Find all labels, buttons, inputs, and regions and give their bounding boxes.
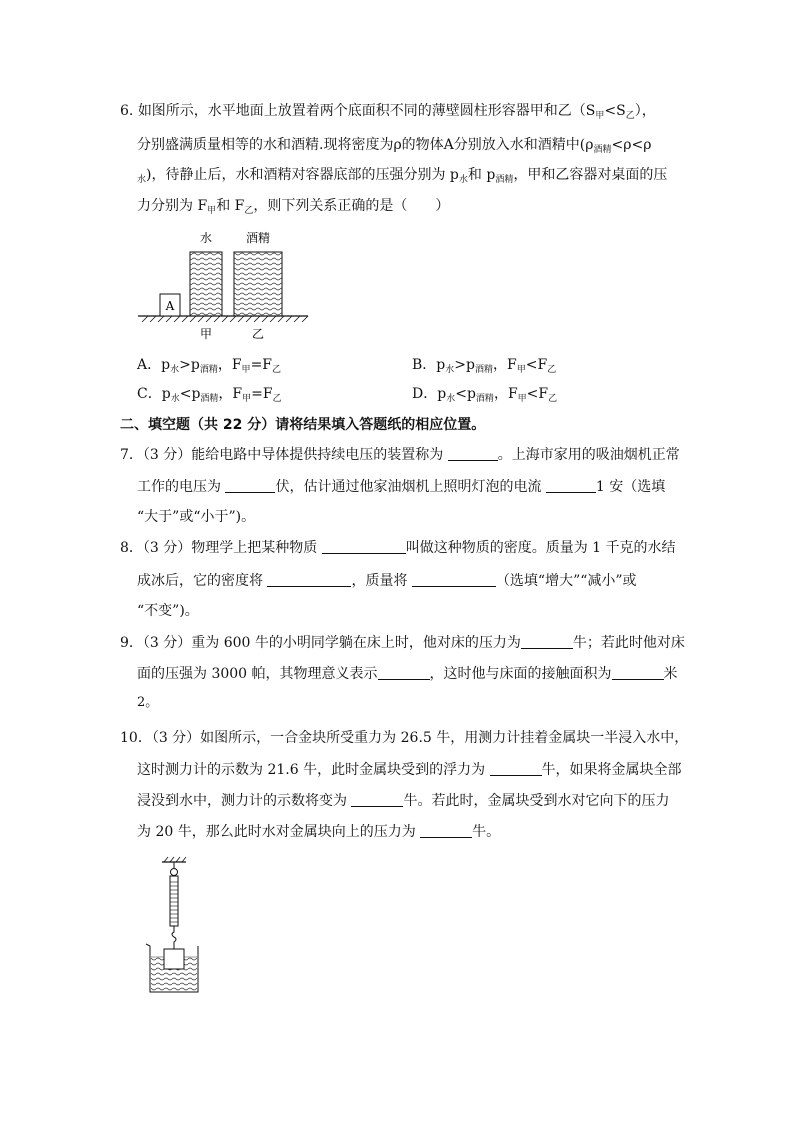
q9-blank-1[interactable] [521,634,573,649]
q8-blank-1[interactable] [322,539,406,554]
container-jia [190,252,222,316]
q8-line-1: 8．（3 分）物理学上把某种物质 叫做这种物质的密度。质量为 1 千克的水结 [120,540,676,556]
label-yi: 乙 [251,327,265,341]
option-c[interactable]: C．$p_水<p_{酒精}$，$F_甲=F_乙$ [137,386,282,404]
metal-block [164,949,184,969]
q10-line-2: 这时测力计的示数为 21.6 牛，此时金属块受到的浮力为 牛，如果将金属块全部 [137,762,682,778]
ground-hatch [142,316,308,322]
label-alcohol: 酒精 [245,231,271,245]
q7-line-2: 工作的电压为 伏，估计通过他家油烟机上照明灯泡的电流 1 安（选填 [137,479,666,495]
q10-line-3: 浸没到水中，测力计的示数将变为 牛。若此时，金属块受到水对它向下的压力 [137,793,670,809]
q7-line-3: “大于”或“小于”)。 [137,509,256,525]
q10-figure [140,856,206,996]
q9-line-2: 面的压强为 3000 帕，其物理意义表示 ，这时他与床面的接触面积为 米 [137,666,678,682]
scale-ring [171,869,178,876]
q7-line-1: 7．（3 分）能给电路中导体提供持续电压的装置称为 。上海市家用的吸油烟机正常 [120,447,680,463]
q8-blank-3[interactable] [412,572,496,587]
q10-blank-2[interactable] [351,792,403,807]
q10-blank-1[interactable] [490,761,542,776]
q10-line-1: 10．（3 分）如图所示，一合金块所受重力为 26.5 牛，用测力计挂着金属块一半浸入水中， [120,730,689,746]
q6-line-1: 6. 如图所示，水平地面上放置着两个底面积不同的薄壁圆柱形容器甲和乙$(S_甲<S_乙)$， [120,103,656,121]
option-d[interactable]: D．$p_水<p_{酒精}$，$F_甲<F_乙$ [412,386,558,404]
spring-scale-body [170,876,178,926]
q10-blank-3[interactable] [420,823,472,838]
section-2-title: 二、填空题（共 22 分）请将结果填入答题纸的相应位置。 [120,417,486,433]
label-water: 水 [199,231,213,245]
label-jia: 甲 [199,327,213,341]
container-yi [234,252,282,316]
q9-blank-3[interactable] [612,665,664,680]
q9-line-3: 2。 [137,695,159,710]
q8-blank-2[interactable] [267,572,351,587]
block-a-label: A [165,299,175,313]
q6-line-3: $_水$)，待静止后，水和酒精对容器底部的压强分别为 $p_水$和 $p_{酒精}$，甲和乙容器对桌面的压 [137,167,668,185]
q8-line-3: “不变”)。 [137,603,199,619]
q9-blank-2[interactable] [378,665,430,680]
q6-figure [136,226,312,344]
q10-line-4: 为 20 牛，那么此时水对金属块向上的压力为 牛。 [137,824,501,840]
q7-blank-2[interactable] [225,478,275,493]
q6-line-2: 分别盛满质量相等的水和酒精.现将密度为ρ的物体A分别放入水和酒精中($\rho_{酒精}<\rho<\rho$ [137,137,652,155]
q7-blank-3[interactable] [546,478,596,493]
q8-line-2: 成冰后，它的密度将 ，质量将 （选填“增大”“减小”或 [137,573,637,589]
option-b[interactable]: B．$p_水>p_{酒精}$，$F_甲<F_乙$ [412,357,557,375]
ceiling-hatch [164,857,186,862]
option-a[interactable]: A．$p_水>p_{酒精}$，$F_甲=F_乙$ [137,357,282,375]
q7-blank-1[interactable] [448,446,498,461]
q6-number: 6. [120,103,134,119]
q9-line-1: 9．（3 分）重为 600 牛的小明同学躺在床上时，他对床的压力为 牛；若此时他对床 [120,635,685,651]
scale-hook [172,926,176,949]
q6-line-4: 力分别为 $F_甲$和 $F_乙$，则下列关系正确的是（ ） [137,198,450,216]
